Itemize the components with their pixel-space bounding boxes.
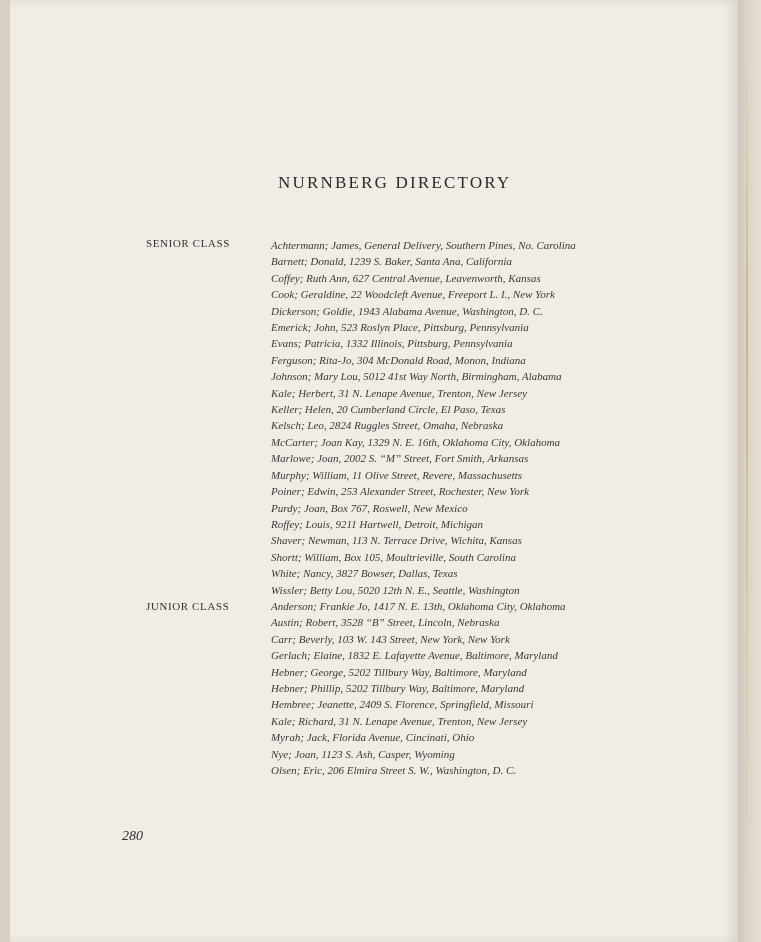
- senior-entry: White; Nancy, 3827 Bowser, Dallas, Texas: [271, 568, 458, 581]
- senior-entry: Evans; Patricia, 1332 Illinois, Pittsburg, Pennsylvania: [271, 338, 513, 351]
- junior-entry: Anderson; Frankie Jo, 1417 N. E. 13th, Oklahoma City, Oklahoma: [271, 600, 566, 613]
- senior-entry: Cook; Geraldine, 22 Woodcleft Avenue, Freeport L. I., New York: [271, 289, 555, 302]
- senior-entry: Shortt; William, Box 105, Moultrieville, South Carolina: [271, 551, 516, 564]
- senior-entry: Poiner; Edwin, 253 Alexander Street, Rochester, New York: [271, 486, 530, 499]
- senior-entry: Barnett; Donald, 1239 S. Baker, Santa Ana, California: [271, 256, 512, 269]
- page-number: 280: [122, 829, 143, 844]
- gutter-shadow: [746, 60, 748, 880]
- junior-entry: Carr; Beverly, 103 W. 143 Street, New York, New York: [271, 633, 510, 646]
- junior-entry: Hebner; Phillip, 5202 Tillbury Way, Baltimore, Maryland: [271, 682, 525, 695]
- senior-entry: Wissler; Betty Lou, 5020 12th N. E., Seattle, Washington: [271, 584, 520, 597]
- page-title: NURNBERG DIRECTORY: [278, 173, 512, 192]
- junior-entry: Gerlach; Elaine, 1832 E. Lafayette Avenue, Baltimore, Maryland: [271, 650, 558, 663]
- directory-entries: [271, 238, 576, 779]
- senior-entry: Emerick; John, 523 Roslyn Place, Pittsburg, Pennsylvania: [271, 322, 529, 335]
- book-page: [10, 0, 738, 942]
- junior-entry: Myrah; Jack, Florida Avenue, Cincinati, Ohio: [271, 732, 475, 745]
- senior-entry: Shaver; Newman, 113 N. Terrace Drive, Wichita, Kansas: [271, 535, 522, 548]
- senior-entry: Achtermann; James, General Delivery, Southern Pines, No. Carolina: [271, 240, 576, 252]
- senior-entry: Roffey; Louis, 9211 Hartwell, Detroit, Michigan: [271, 518, 484, 531]
- junior-entry: Kale; Richard, 31 N. Lenape Avenue, Trenton, New Jersey: [271, 715, 528, 728]
- book-gutter: [738, 0, 761, 942]
- senior-entry: Purdy; Joan, Box 767, Roswell, New Mexico: [271, 502, 468, 515]
- junior-entry: Hembree; Jeanette, 2409 S. Florence, Springfield, Missouri: [271, 699, 534, 712]
- senior-entry: McCarter; Joan Kay, 1329 N. E. 16th, Oklahoma City, Oklahoma: [271, 436, 561, 449]
- junior-entry: Austin; Robert, 3528 “B” Street, Lincoln, Nebraska: [271, 617, 500, 630]
- junior-entry: Olsen; Eric, 206 Elmira Street S. W., Washington, D. C.: [271, 765, 517, 777]
- senior-entry: Dickerson; Goldie, 1943 Alabama Avenue, Washington, D. C.: [271, 305, 543, 318]
- senior-entry: Keller; Helen, 20 Cumberland Circle, El Paso, Texas: [271, 404, 506, 417]
- junior-class-label: JUNIOR CLASS: [146, 601, 230, 613]
- senior-entry: Ferguson; Rita-Jo, 304 McDonald Road, Monon, Indiana: [271, 354, 526, 367]
- senior-entry: Kale; Herbert, 31 N. Lenape Avenue, Trenton, New Jersey: [271, 387, 528, 400]
- senior-entry: Marlowe; Joan, 2002 S. “M” Street, Fort Smith, Arkansas: [271, 453, 529, 466]
- senior-class-label: SENIOR CLASS: [146, 238, 230, 250]
- senior-entry: Kelsch; Leo, 2824 Ruggles Street, Omaha, Nebraska: [271, 420, 504, 433]
- junior-entry: Hebner; George, 5202 Tillbury Way, Baltimore, Maryland: [271, 666, 527, 679]
- senior-entry: Coffey; Ruth Ann, 627 Central Avenue, Leavenworth, Kansas: [271, 272, 541, 285]
- junior-entry: Nye; Joan, 1123 S. Ash, Casper, Wyoming: [271, 748, 455, 761]
- senior-entry: Murphy; William, 11 Olive Street, Revere, Massachusetts: [271, 469, 523, 482]
- senior-entry: Johnson; Mary Lou, 5012 41st Way North, Birmingham, Alabama: [271, 371, 562, 384]
